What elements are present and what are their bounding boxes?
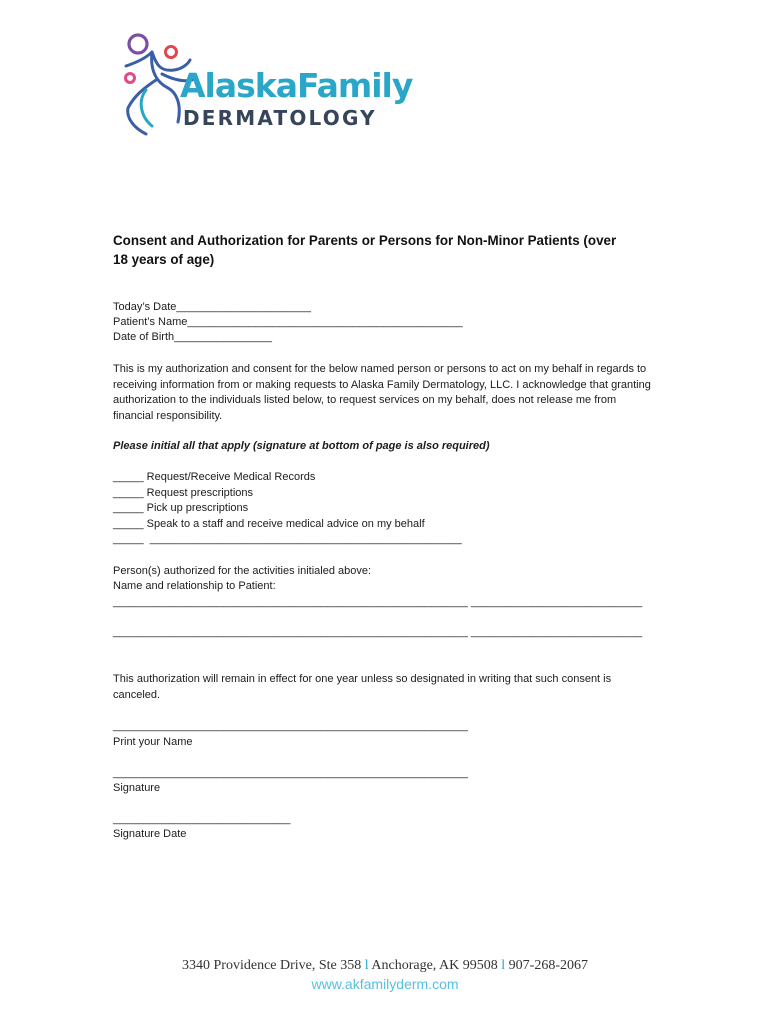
todays-date-field[interactable]: Today’s Date______________________	[113, 301, 311, 313]
name-relationship-label: Name and relationship to Patient:	[113, 580, 276, 592]
signature-date-label: Signature Date	[113, 828, 187, 840]
option-request-records[interactable]: _____ Request/Receive Medical Records	[113, 471, 316, 483]
option-speak-to-staff[interactable]: _____ Speak to a staff and receive medical advice on my behalf	[113, 518, 425, 530]
footer-phone: 907-268-2067	[508, 958, 588, 973]
persons-heading: Person(s) authorized for the activities initialed above:	[113, 565, 372, 577]
footer-website-link[interactable]: www.akfamilyderm.com	[311, 976, 459, 992]
person-line-2[interactable]: __________________________________________________________ ____________________________	[113, 626, 643, 638]
patient-name-field[interactable]: Patient’s Name_____________________________________________	[113, 316, 463, 328]
date-of-birth-field[interactable]: Date of Birth________________	[113, 331, 273, 343]
option-request-prescriptions[interactable]: _____ Request prescriptions	[113, 487, 254, 499]
signature-line[interactable]: __________________________________________________________	[113, 767, 468, 779]
footer-street: 3340 Providence Drive, Ste 358	[182, 958, 362, 973]
signature-label: Signature	[113, 782, 161, 794]
option-pickup-prescriptions[interactable]: _____ Pick up prescriptions	[113, 502, 249, 514]
logo-brand-name: AlaskaFamily	[180, 66, 413, 105]
print-name-label: Print your Name	[113, 736, 193, 748]
person-line-1[interactable]: __________________________________________________________ ____________________________	[113, 596, 643, 608]
signature-date-line[interactable]: _____________________________	[113, 813, 291, 825]
footer-address	[0, 958, 770, 974]
print-name-line[interactable]: __________________________________________________________	[113, 720, 468, 732]
footer-city: Anchorage, AK 99508	[371, 958, 498, 973]
duration-text: This authorization will remain in effect for one year unless so designated in writing that such consent is canceled.	[113, 673, 612, 701]
initial-instruction: Please initial all that apply (signature at bottom of page is also required)	[113, 440, 490, 452]
footer-separator: l	[364, 958, 369, 973]
footer-separator: l	[501, 958, 506, 973]
authorization-paragraph: This is my authorization and consent for the below named person or persons to act on my behalf in regards to receiving information from or making requests to Alaska Family Dermatology, LLC. I acknowledge that granting authorization to the individuals listed below, to request services on my behalf, does not release me from financial responsibility.	[113, 363, 651, 422]
form-title: Consent and Authorization for Parents or Persons for Non-Minor Patients (over 18 years of age)	[113, 233, 617, 267]
option-other[interactable]: _____ ___________________________________________________	[113, 533, 462, 545]
clinic-logo	[116, 30, 426, 140]
logo-brand-subtitle: DERMATOLOGY	[183, 106, 377, 130]
